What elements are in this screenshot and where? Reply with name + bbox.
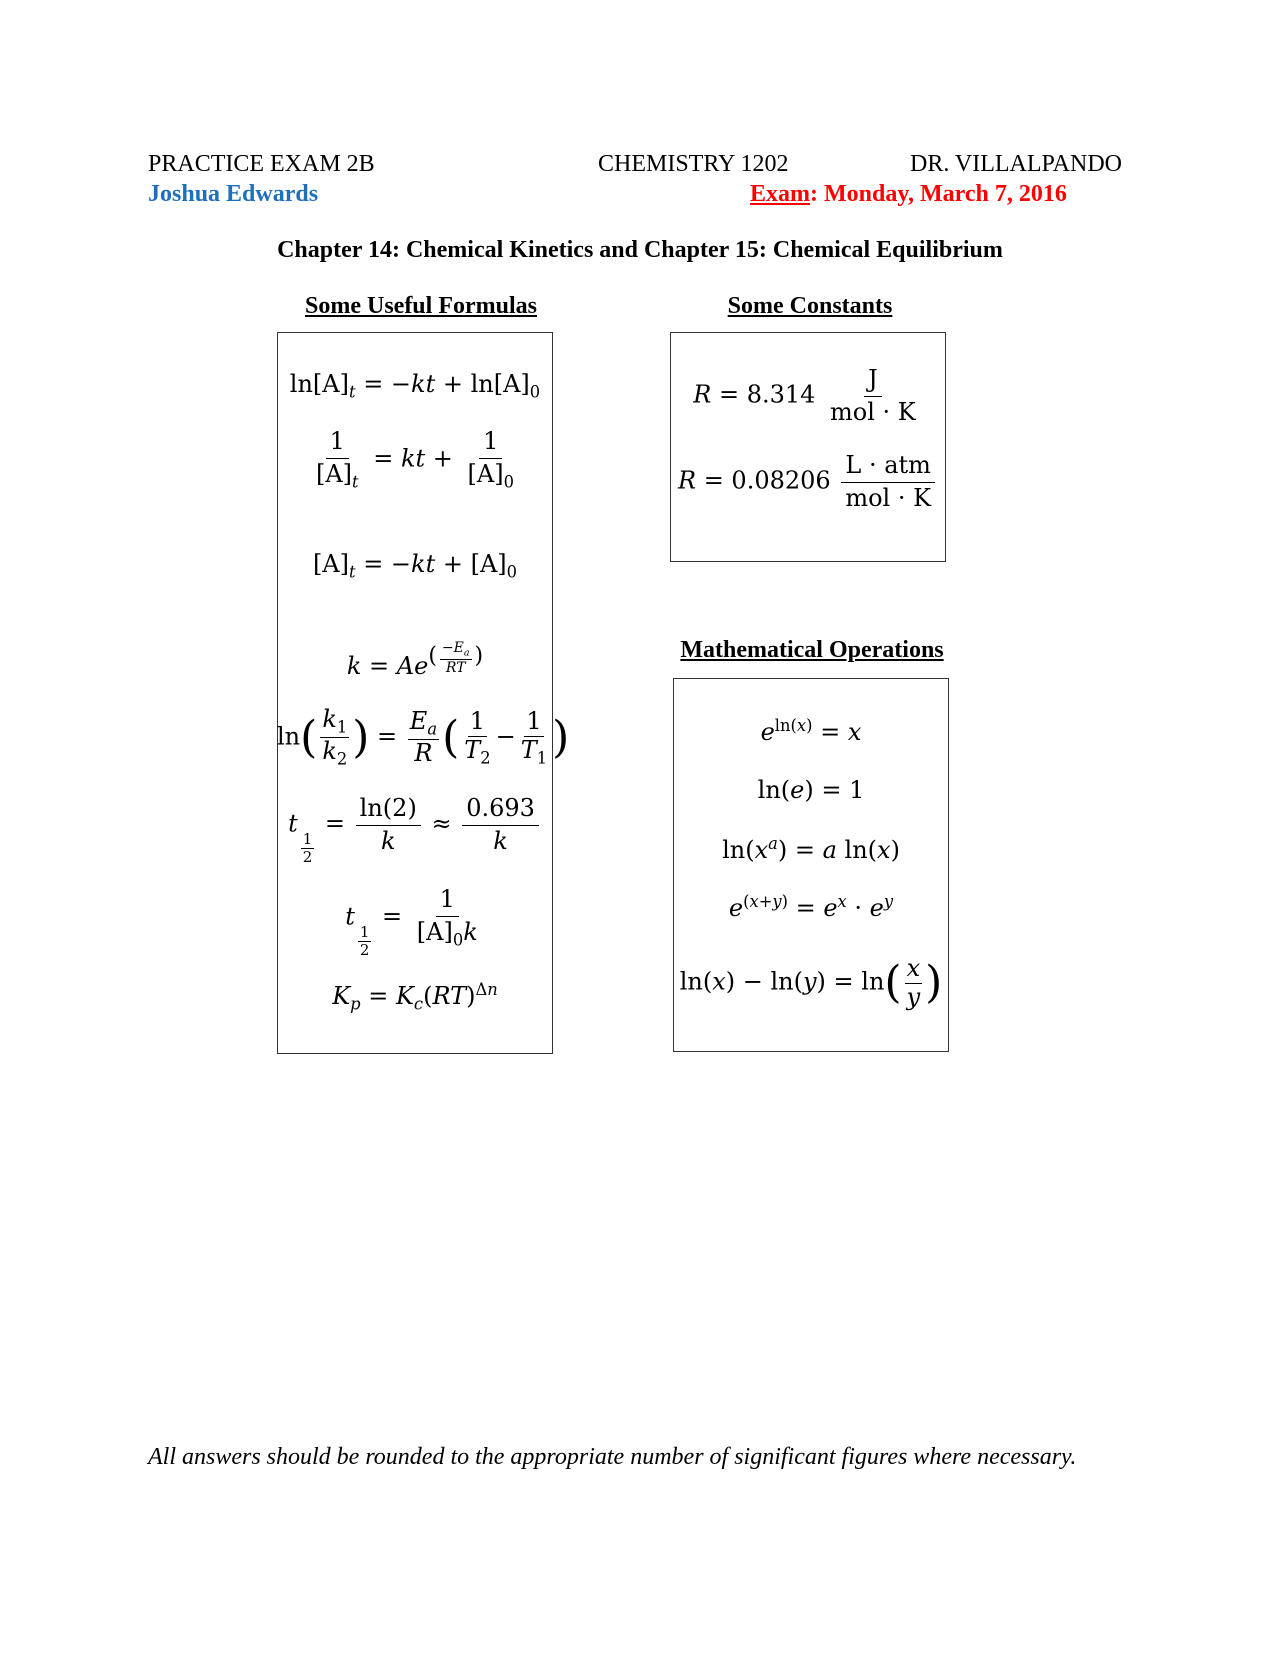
exp-sum-rule: $e^{(x+y)} = e^x \cdot e^y$	[728, 892, 894, 922]
footer-note: All answers should be rounded to the appropriate number of significant figures where necessary.	[148, 1444, 1077, 1470]
half-life-second-order: t $\frac{1}{2}$ = $\frac{1}{[A]_0k}$	[345, 885, 478, 959]
integrated-rate-first-order: $\ln[A]_t = -kt + \ln[A]_0$	[289, 370, 541, 402]
half-life-first-order: t $\frac{1}{2}$ = $\frac{\ln(2)}{k}$ ≈ $\frac{0.693}{k}$	[277, 795, 553, 866]
exam-title: PRACTICE EXAM 2B	[148, 151, 375, 177]
exam-label: Exam	[750, 181, 810, 207]
instructor-name: DR. VILLALPANDO	[909, 151, 1122, 177]
arrhenius-equation: k = Ae( $\frac{-E_a}{RT}$ )	[346, 640, 484, 680]
constants-title: Some Constants	[727, 293, 893, 319]
integrated-rate-zero-order: $[A]_t = -kt + [A]_0$	[312, 550, 518, 582]
ln-power-rule: $\ln(x^a) = a$ ln(x)	[722, 834, 900, 864]
exp-ln-identity: $e^{ln(x)} = x$	[760, 716, 862, 746]
student-name: Joshua Edwards	[148, 181, 319, 207]
formulas-title: Some Useful Formulas	[305, 293, 537, 319]
integrated-rate-second-order: $\frac{1}{[A]_t}$ = kt + $\frac{1}{[A]_0}$	[315, 427, 514, 492]
kp-kc-relation: $K_p = K_c(RT)^{\Delta n}$	[332, 980, 498, 1014]
math-ops-title: Mathematical Operations	[680, 637, 944, 663]
course-name: CHEMISTRY 1202	[598, 151, 789, 177]
ln-e-identity: ln(e) = 1	[757, 776, 865, 804]
chapter-title: Chapter 14: Chemical Kinetics and Chapter 15: Chemical Equilibrium	[277, 237, 1003, 263]
gas-constant-atm: R = 0.08206 $\frac{\text{L · atm}}{\text{mol · K}}$	[670, 452, 946, 512]
gas-constant-joules: R = 8.314 $\frac{J}{\text{mol · K}}$	[693, 365, 916, 426]
exam-date-text: : Monday, March 7, 2016	[810, 181, 1067, 207]
exam-date	[750, 180, 1067, 208]
two-point-arrhenius: ln( $\frac{k_1}{k_2}$ ) = $\frac{E_a}{R}$ ( $\frac{1}{T_2}$ − $\frac{1}{T_1}$ )	[277, 705, 570, 770]
ln-quotient-rule: ln(x) − ln(y) = ln( $\frac{x}{y}$ )	[679, 954, 943, 1011]
